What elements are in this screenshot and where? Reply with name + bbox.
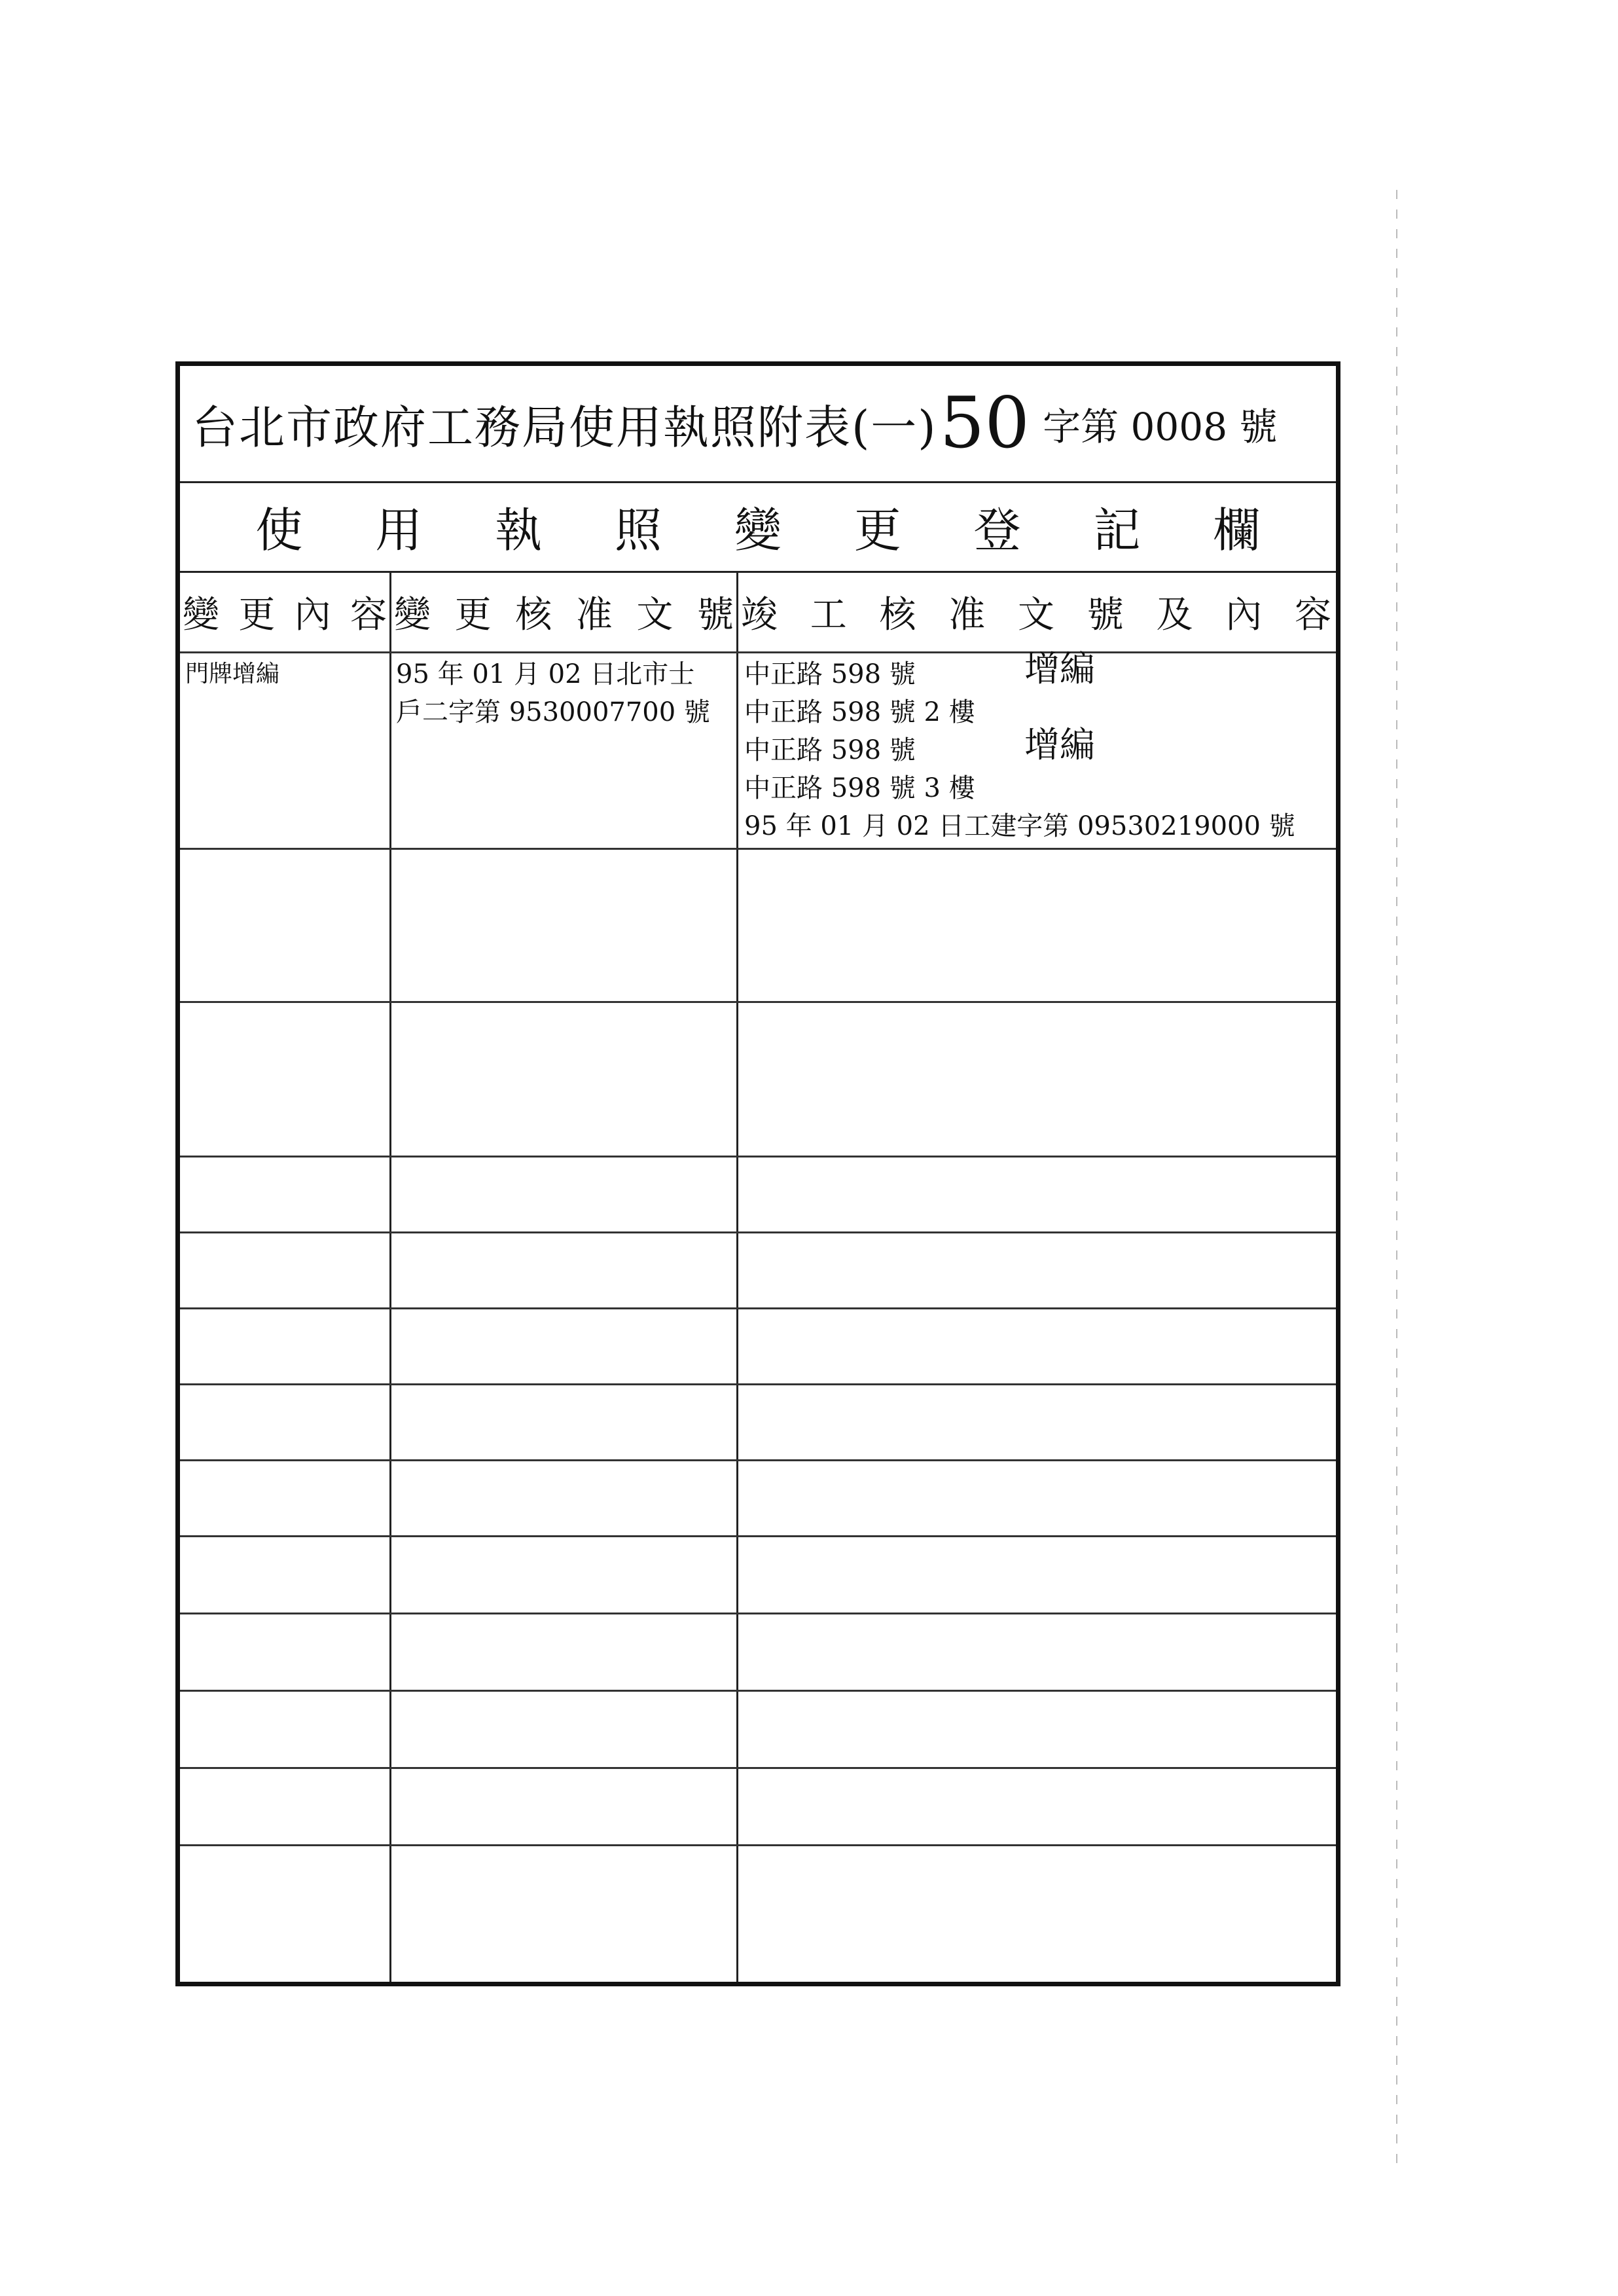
row1-completion-line5: 95 年 01 月 02 日工建字第 09530219000 號: [744, 811, 1295, 841]
subtitle-char: 變: [734, 502, 782, 558]
form-title: [180, 366, 1336, 483]
header-char: 內: [1225, 594, 1263, 636]
header-char: 容: [350, 594, 387, 636]
header-completion-approval: [738, 573, 1334, 651]
row-divider: [180, 1383, 1336, 1385]
form-title-number: 50: [939, 382, 1030, 464]
header-char: 工: [810, 594, 847, 636]
row1-completion-line4: 中正路 598 號 3 樓: [744, 773, 975, 803]
header-char: 文: [1018, 594, 1054, 636]
row1-completion-note1: 增編: [1024, 648, 1095, 689]
row1-completion-line3: 中正路 598 號: [744, 735, 916, 765]
subtitle-char: 執: [495, 502, 543, 558]
header-char: 文: [636, 594, 674, 636]
subtitle-char: 登: [973, 502, 1021, 558]
row-divider: [180, 1690, 1336, 1692]
row-divider: [180, 1307, 1336, 1309]
row1-completion-line2: 中正路 598 號 2 樓: [744, 697, 975, 727]
header-change-approval-no: [391, 573, 736, 651]
row1-approval-line1: 95 年 01 月 02 日北市士: [396, 659, 695, 689]
row-divider: [180, 1767, 1336, 1769]
row-divider: [180, 848, 1336, 850]
form-title-main: 台北市政府工務局使用執照附表(一): [192, 400, 937, 454]
row1-approval-line2: 戶二字第 9530007700 號: [396, 697, 710, 727]
header-char: 號: [696, 594, 734, 636]
row-divider: [180, 1844, 1336, 1846]
form-title-suffix: 字第 0008 號: [1043, 405, 1278, 449]
record-table: [180, 573, 1336, 1982]
header-char: 號: [1087, 594, 1124, 636]
form-subtitle: [180, 481, 1336, 573]
column-divider: [736, 573, 738, 1982]
row-divider: [180, 651, 1336, 653]
column-divider: [389, 573, 391, 1982]
row-divider: [180, 1156, 1336, 1157]
header-char: 容: [1295, 594, 1331, 636]
header-change-content: [180, 573, 389, 651]
header-char: 核: [515, 594, 552, 636]
row1-change-content: 門牌增編: [185, 661, 280, 687]
subtitle-char: 使: [255, 502, 303, 558]
subtitle-char: 欄: [1213, 502, 1261, 558]
header-char: 竣: [741, 594, 778, 636]
subtitle-char: 更: [854, 502, 901, 558]
row-divider: [180, 1459, 1336, 1461]
row-divider: [180, 1613, 1336, 1614]
subtitle-char: 照: [615, 502, 662, 558]
row-divider: [180, 1231, 1336, 1233]
row-divider: [180, 1001, 1336, 1003]
header-char: 核: [879, 594, 916, 636]
header-char: 變: [183, 594, 219, 636]
header-char: 准: [575, 594, 613, 636]
scan-margin-line: [1396, 190, 1397, 2167]
row1-completion-line1: 中正路 598 號: [744, 659, 916, 689]
subtitle-char: 用: [375, 502, 423, 558]
row-divider: [180, 1535, 1336, 1537]
row1-completion-note2: 增編: [1024, 724, 1095, 765]
subtitle-char: 記: [1093, 502, 1141, 558]
header-char: 變: [394, 594, 431, 636]
header-char: 內: [294, 594, 331, 636]
header-char: 准: [948, 594, 986, 636]
header-char: 及: [1156, 594, 1193, 636]
usage-license-change-form: [175, 361, 1340, 1986]
header-char: 更: [238, 594, 276, 636]
header-char: 更: [454, 594, 492, 636]
